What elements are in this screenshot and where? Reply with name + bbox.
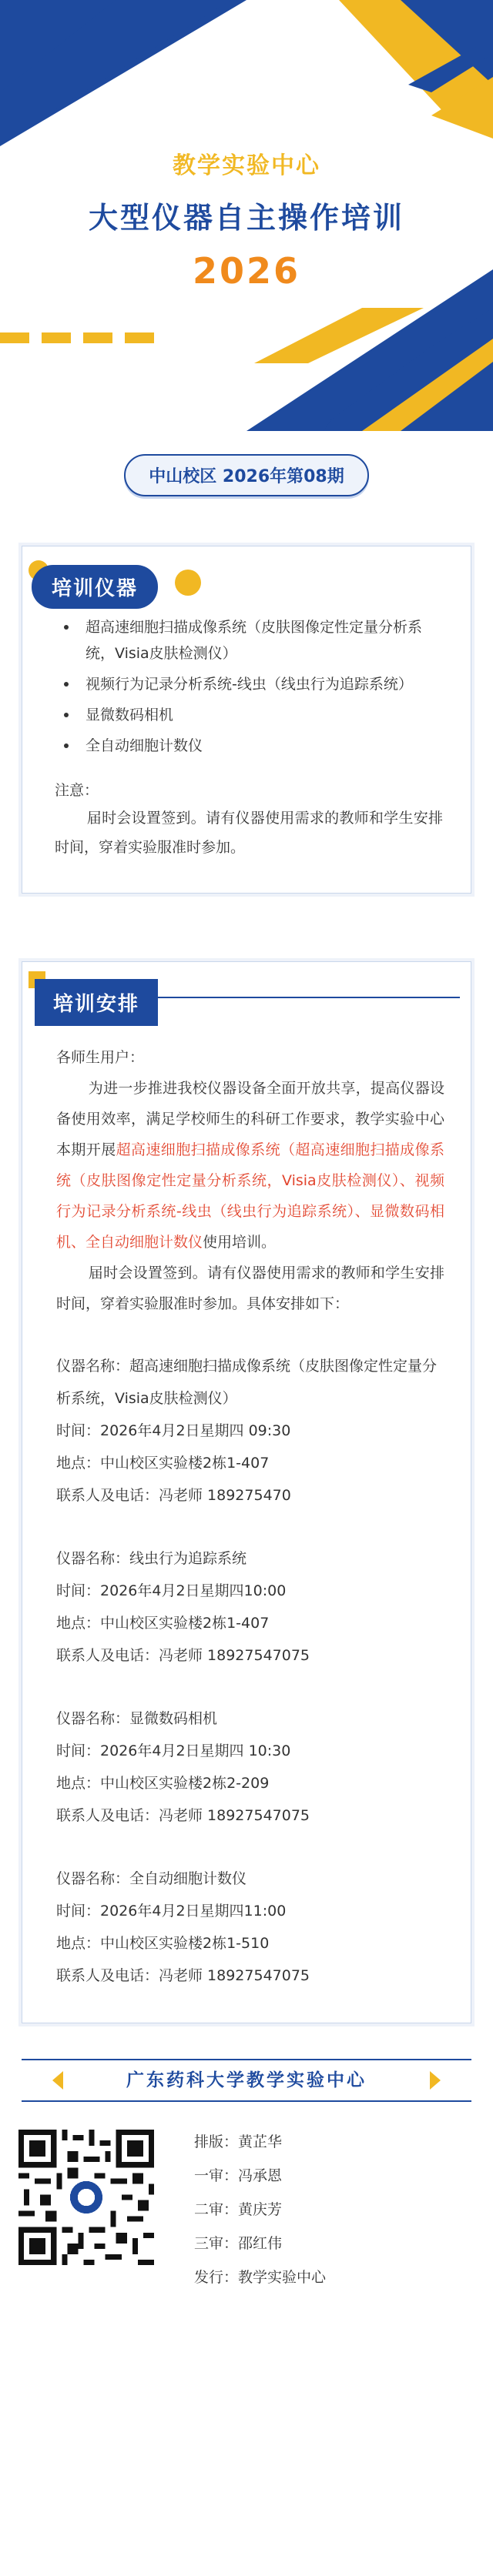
intro-paragraph bbox=[56, 1073, 444, 1258]
session-block bbox=[56, 1542, 444, 1672]
session-time: 时间：2026年4月2日星期四10:00 bbox=[56, 1582, 287, 1599]
intro-text: 为进一步推进我校仪器设备全面开放共享，提高仪器设备使用效率，满足学校师生的科研工作要求，教学实验中心本期开展 bbox=[56, 1080, 444, 1158]
title-year: 2026 bbox=[192, 250, 301, 292]
instrument-list bbox=[55, 614, 443, 759]
instruments-heading: 培训仪器 bbox=[32, 565, 158, 609]
credit-line: 二审：黄庆芳 bbox=[194, 2201, 283, 2218]
session-time: 时间：2026年4月2日星期四 09:30 bbox=[56, 1422, 291, 1439]
session-place: 地点：中山校区实验楼2栋2-209 bbox=[56, 1775, 270, 1792]
title-block bbox=[0, 146, 493, 292]
session-block bbox=[56, 1702, 444, 1832]
session-contact: 联系人及电话：冯老师 18927547075 bbox=[56, 1807, 310, 1824]
footer-org: 广东药科大学教学实验中心 bbox=[126, 2070, 367, 2090]
campus-badge: 中山校区 2026年第08期 bbox=[124, 454, 369, 496]
triangle-left-icon bbox=[52, 2071, 63, 2090]
list-item: 超高速细胞扫描成像系统（皮肤图像定性定量分析系统，Visia皮肤检测仪） bbox=[55, 614, 443, 667]
credit-line: 发行：教学实验中心 bbox=[194, 2269, 327, 2286]
note-label: 注意： bbox=[55, 782, 99, 799]
session-place: 地点：中山校区实验楼2栋1-407 bbox=[56, 1455, 270, 1472]
session-instrument: 仪器名称：显微数码相机 bbox=[56, 1710, 218, 1727]
session-time: 时间：2026年4月2日星期四11:00 bbox=[56, 1903, 287, 1919]
title-center: 教学实验中心 bbox=[173, 152, 320, 179]
credit-line: 一审：冯承恩 bbox=[194, 2167, 283, 2184]
session-instrument: 仪器名称：全自动细胞计数仪 bbox=[56, 1870, 247, 1887]
session-contact: 联系人及电话：冯老师 189275470 bbox=[56, 1487, 291, 1504]
greeting: 各师生用户： bbox=[56, 1049, 145, 1066]
session-block bbox=[56, 1863, 444, 1992]
list-item: 显微数码相机 bbox=[55, 702, 443, 728]
decor-dot bbox=[175, 570, 201, 596]
signin-paragraph: 届时会设置签到。请有仪器使用需求的教师和学生安排时间，穿着实验服准时参加。具体安排如下： bbox=[56, 1265, 444, 1312]
list-item: 视频行为记录分析系统-线虫（线虫行为追踪系统） bbox=[55, 671, 443, 697]
credit-line: 三审：邵红伟 bbox=[194, 2235, 283, 2252]
footer bbox=[0, 2059, 493, 2313]
credits-list bbox=[194, 2125, 326, 2294]
session-place: 地点：中山校区实验楼2栋1-407 bbox=[56, 1615, 270, 1632]
title-main: 大型仪器自主操作培训 bbox=[88, 201, 404, 235]
schedule-heading-badge bbox=[29, 971, 460, 1025]
session-instrument: 仪器名称：线虫行为追踪系统 bbox=[56, 1550, 247, 1567]
heading-rule bbox=[152, 997, 460, 998]
triangle-right-icon bbox=[430, 2071, 441, 2090]
qr-code[interactable] bbox=[18, 2130, 154, 2265]
session-instrument: 仪器名称：超高速细胞扫描成像系统（皮肤图像定性定量分析系统，Visia皮肤检测仪） bbox=[56, 1358, 438, 1407]
header-banner bbox=[0, 0, 493, 431]
campus-badge-wrap bbox=[0, 454, 493, 496]
session-contact: 联系人及电话：冯老师 18927547075 bbox=[56, 1647, 310, 1664]
session-block bbox=[56, 1350, 444, 1512]
footer-org-banner bbox=[22, 2059, 471, 2102]
session-contact: 联系人及电话：冯老师 18927547075 bbox=[56, 1967, 310, 1984]
session-place: 地点：中山校区实验楼2栋1-510 bbox=[56, 1935, 270, 1952]
session-time: 时间：2026年4月2日星期四 10:30 bbox=[56, 1742, 291, 1759]
instruments-card bbox=[22, 546, 471, 894]
intro-highlight: 超高速细胞扫描成像系统（超高速细胞扫描成像系统（皮肤图像定性定量分析系统，Visia皮肤检测仪）、视频行为记录分析系统-线虫（线虫行为追踪系统）、显微数码相机、全自动细胞计数仪 bbox=[56, 1141, 444, 1251]
note-text: 届时会设置签到。请有仪器使用需求的教师和学生安排时间，穿着实验服准时参加。 bbox=[55, 810, 443, 856]
intro-text-end: 使用培训。 bbox=[203, 1234, 277, 1251]
list-item: 全自动细胞计数仪 bbox=[55, 733, 443, 759]
instruments-heading-badge bbox=[29, 560, 158, 609]
credit-line: 排版：黄芷华 bbox=[194, 2133, 283, 2150]
schedule-card bbox=[22, 961, 471, 2023]
schedule-heading: 培训安排 bbox=[35, 979, 158, 1026]
